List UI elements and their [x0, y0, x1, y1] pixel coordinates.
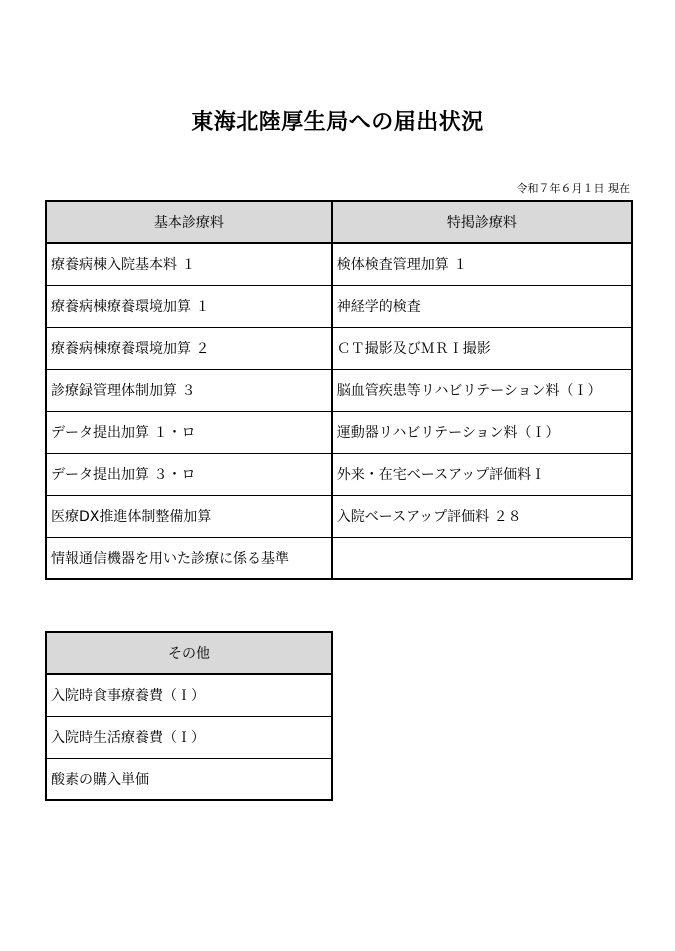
table-row	[46, 369, 632, 411]
special-fee-cell	[332, 537, 632, 579]
basic-fee-cell: データ提出加算 １・ロ	[46, 411, 332, 453]
special-fee-cell: 外来・在宅ベースアップ評価料Ｉ	[332, 453, 632, 495]
as-of-date: 令和７年６月１日 現在	[516, 182, 630, 195]
table-row	[46, 243, 632, 285]
header-basic-fees: 基本診療料	[46, 201, 332, 243]
table-header-row	[46, 632, 332, 674]
other-table	[45, 631, 333, 801]
special-fee-cell: 入院ベースアップ評価料 ２８	[332, 495, 632, 537]
header-other: その他	[46, 632, 332, 674]
main-table	[45, 200, 633, 580]
table-row	[46, 758, 332, 800]
other-fee-cell: 入院時食事療養費（Ｉ）	[46, 674, 332, 716]
basic-fee-cell: 療養病棟療養環境加算 １	[46, 285, 332, 327]
other-fee-cell: 酸素の購入単価	[46, 758, 332, 800]
basic-fee-cell: 情報通信機器を用いた診療に係る基準	[46, 537, 332, 579]
basic-fee-cell: 療養病棟療養環境加算 ２	[46, 327, 332, 369]
table-row	[46, 411, 632, 453]
table-row	[46, 453, 632, 495]
table-row	[46, 537, 632, 579]
basic-fee-cell: 診療録管理体制加算 ３	[46, 369, 332, 411]
special-fee-cell: 検体検査管理加算 １	[332, 243, 632, 285]
table-header-row	[46, 201, 632, 243]
special-fee-cell: 脳血管疾患等リハビリテーション料（Ｉ）	[332, 369, 632, 411]
table-row	[46, 716, 332, 758]
header-special-fees: 特掲診療料	[332, 201, 632, 243]
special-fee-cell: ＣＴ撮影及びＭＲＩ撮影	[332, 327, 632, 369]
page-title: 東海北陸厚生局への届出状況	[191, 110, 484, 135]
table-row	[46, 495, 632, 537]
basic-fee-cell: 療養病棟入院基本料 １	[46, 243, 332, 285]
basic-fee-cell: 医療DX推進体制整備加算	[46, 495, 332, 537]
table-row	[46, 285, 632, 327]
other-fee-cell: 入院時生活療養費（Ｉ）	[46, 716, 332, 758]
table-row	[46, 327, 632, 369]
special-fee-cell: 運動器リハビリテーション料（Ｉ）	[332, 411, 632, 453]
table-row	[46, 674, 332, 716]
basic-fee-cell: データ提出加算 ３・ロ	[46, 453, 332, 495]
special-fee-cell: 神経学的検査	[332, 285, 632, 327]
